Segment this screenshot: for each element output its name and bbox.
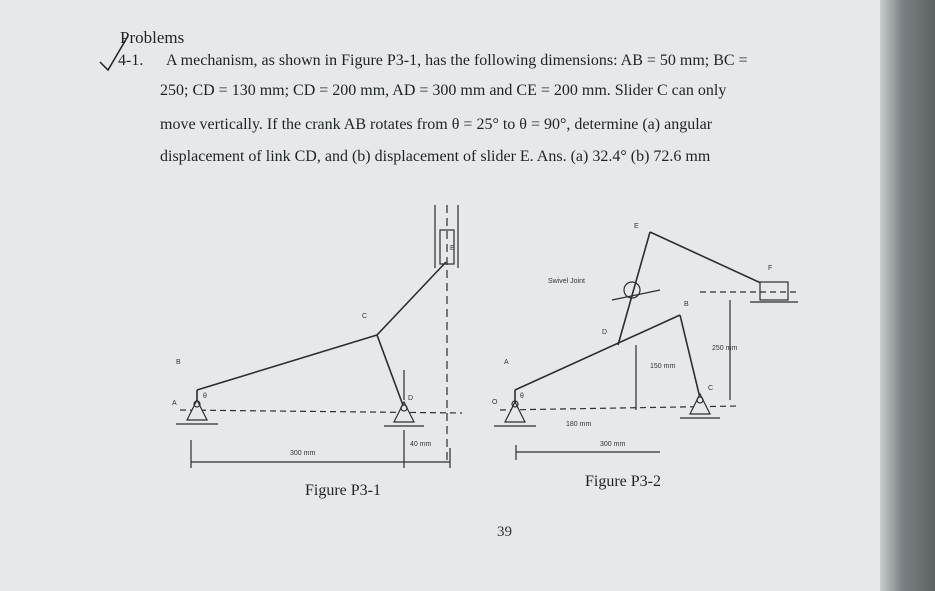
fig1-label-e: E [450, 245, 455, 252]
problem-line-4: displacement of link CD, and (b) displacement of slider E. Ans. (a) 32.4° (b) 72.6 mm [160, 148, 711, 165]
section-heading: Problems [120, 28, 185, 47]
fig2-label-d: D [602, 329, 608, 336]
fig2-label-f: F [768, 265, 773, 272]
figure-p3-1-drawing [176, 205, 462, 468]
problem-number: 4-1. [118, 52, 144, 69]
fig1-label-d: D [408, 395, 414, 402]
fig2-dim-300: 300 mm [600, 441, 626, 448]
fig2-theta: θ [520, 393, 524, 400]
fig1-theta: θ [203, 393, 207, 400]
fig1-dim-300: 300 mm [290, 450, 316, 457]
problem-line-2: 250; CD = 130 mm; CD = 200 mm, AD = 300 mm and CE = 200 mm. Slider C can only [160, 82, 727, 99]
fig2-label-c: C [708, 385, 714, 392]
problem-line-3: move vertically. If the crank AB rotates from θ = 25° to θ = 90°, determine (a) angular [160, 116, 713, 133]
check-mark-icon [100, 36, 128, 70]
fig2-label-b: B [684, 301, 689, 308]
problem-text-1: A mechanism, as shown in Figure P3-1, has the following dimensions: AB = 50 mm; BC = [166, 52, 748, 69]
fig2-label-a: A [504, 359, 509, 366]
fig1-label-c: C [362, 313, 368, 320]
fig2-label-o: O [492, 399, 498, 406]
fig1-label-b: B [176, 359, 181, 366]
fig2-label-e: E [634, 223, 639, 230]
fig1-label-a: A [172, 400, 177, 407]
fig1-dim-40: 40 mm [410, 441, 432, 448]
fig2-swivel-label: Swivel Joint [548, 278, 585, 285]
fig2-dim-180: 180 mm [566, 421, 592, 428]
fig2-dim-250: 250 mm [712, 345, 738, 352]
figure-p3-1-caption: Figure P3-1 [305, 482, 381, 499]
figure-p3-2-drawing [494, 232, 798, 460]
fig2-dim-150: 150 mm [650, 363, 676, 370]
figure-p3-2-caption: Figure P3-2 [585, 473, 661, 490]
page-number: 39 [497, 524, 512, 540]
